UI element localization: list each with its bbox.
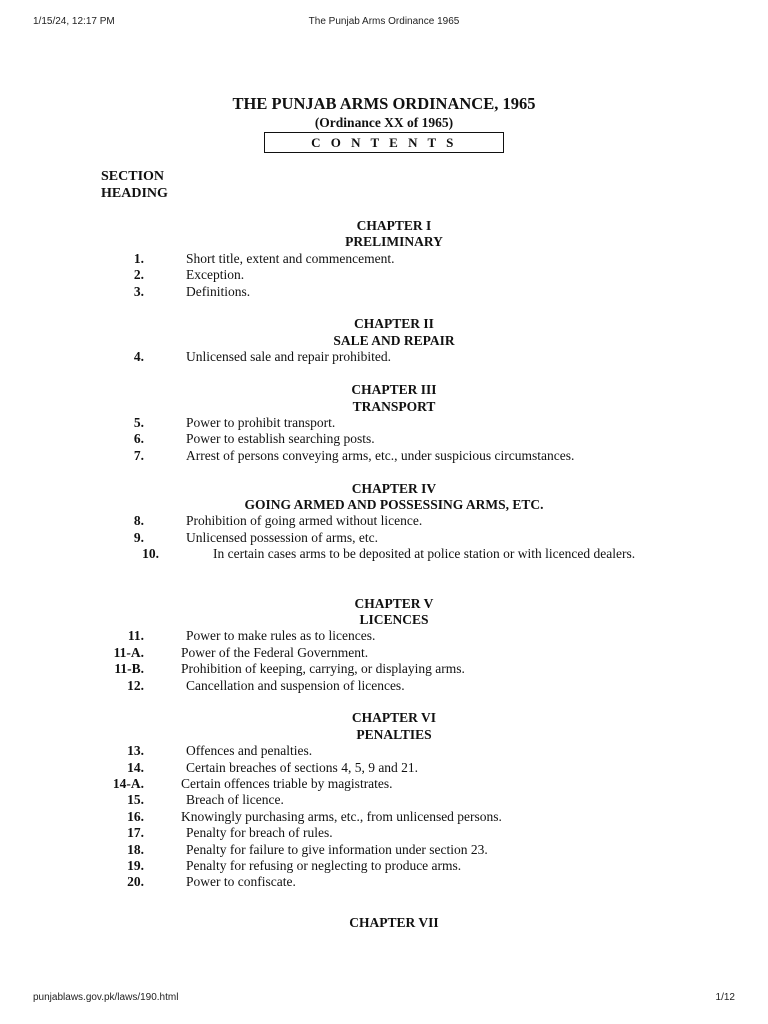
section-entry: [0, 251, 768, 267]
document-title: THE PUNJAB ARMS ORDINANCE, 1965: [232, 94, 536, 113]
section-heading: Short title, extent and commencement.: [186, 250, 395, 266]
section-entry: [0, 776, 768, 792]
section-number: 11-A.: [113, 644, 144, 660]
section-entry: [0, 448, 768, 464]
section-heading: Arrest of persons conveying arms, etc., under suspicious circumstances.: [186, 447, 575, 463]
section-heading: Unlicensed possession of arms, etc.: [186, 529, 378, 545]
section-number: 20.: [127, 874, 144, 890]
section-heading: Power of the Federal Government.: [181, 644, 369, 660]
print-page-title: The Punjab Arms Ordinance 1965: [308, 16, 460, 27]
section-number: 17.: [127, 825, 144, 841]
section-entry: [0, 628, 768, 644]
section-number: 15.: [127, 792, 144, 808]
section-heading: Power to confiscate.: [186, 874, 296, 890]
section-entry: [0, 792, 768, 808]
section-number: 16.: [127, 808, 144, 824]
chapter-title: CHAPTER VII: [349, 914, 439, 930]
section-number: 4.: [133, 349, 144, 365]
section-number: 10.: [142, 546, 159, 562]
section-number: 14-A.: [112, 776, 144, 792]
section-heading: Penalty for failure to give information under section 23.: [186, 841, 488, 857]
table-of-contents: [0, 218, 768, 931]
chapter-title: CHAPTER V: [354, 595, 434, 611]
section-heading: Prohibition of going armed without licence.: [186, 513, 423, 529]
chapter-name: PRELIMINARY: [345, 234, 443, 250]
section-number: 9.: [133, 529, 144, 545]
chapter-name: SALE AND REPAIR: [333, 332, 455, 348]
section-entry: [0, 842, 768, 858]
chapter-title: CHAPTER I: [356, 218, 432, 233]
section-entry: [0, 858, 768, 874]
section-entry: [0, 809, 768, 825]
section-entry: [0, 513, 768, 529]
print-url: punjablaws.gov.pk/laws/190.html: [33, 992, 179, 1003]
chapter-block: [0, 382, 768, 464]
section-entry: [0, 825, 768, 841]
section-heading: Power to prohibit transport.: [186, 415, 336, 430]
chapter-block: [0, 316, 768, 365]
chapter-block: [0, 481, 768, 579]
chapter-title: CHAPTER II: [354, 316, 434, 332]
chapter-name: PENALTIES: [356, 726, 432, 742]
section-heading: Unlicensed sale and repair prohibited.: [186, 349, 392, 365]
section-heading: Definitions.: [186, 283, 251, 299]
section-entry: [0, 546, 768, 579]
section-number: 19.: [127, 857, 144, 873]
chapter-name: LICENCES: [359, 611, 429, 627]
section-heading: Certain breaches of sections 4, 5, 9 and 21.: [186, 759, 419, 775]
section-heading: Offences and penalties.: [186, 743, 313, 759]
print-page-number: 1/12: [715, 992, 735, 1003]
section-number: 1.: [133, 250, 144, 266]
section-number: 7.: [133, 447, 144, 463]
section-entry: [0, 760, 768, 776]
chapter-name: GOING ARMED AND POSSESSING ARMS, ETC.: [244, 497, 544, 513]
chapter-title: CHAPTER IV: [351, 480, 437, 496]
section-heading: Prohibition of keeping, carrying, or displaying arms.: [181, 661, 465, 677]
column-label-section: SECTION: [101, 169, 165, 184]
section-heading: Certain offences triable by magistrates.: [181, 776, 393, 792]
section-number: 5.: [133, 415, 144, 430]
section-number: 12.: [127, 677, 144, 693]
section-number: 6.: [133, 431, 144, 447]
section-entry: [0, 284, 768, 300]
section-heading: Exception.: [186, 267, 245, 283]
section-entry: [0, 645, 768, 661]
print-header: [0, 16, 768, 30]
section-entry: [0, 349, 768, 365]
section-number: 14.: [127, 759, 144, 775]
chapter-title: CHAPTER VI: [351, 710, 437, 726]
chapter-block: [0, 915, 768, 931]
section-heading: In certain cases arms to be deposited at police station or with licenced dealers.: [213, 546, 636, 562]
contents-heading-box: C O N T E N T S: [264, 132, 504, 153]
section-heading: Breach of licence.: [186, 792, 284, 808]
section-heading: Power to make rules as to licences.: [186, 628, 376, 644]
section-number: 8.: [133, 513, 144, 529]
section-heading: Penalty for breach of rules.: [186, 825, 333, 841]
section-number: 11-B.: [114, 661, 144, 677]
section-heading: Penalty for refusing or neglecting to produce arms.: [186, 857, 462, 873]
chapter-block: [0, 596, 768, 694]
chapter-block: [0, 710, 768, 890]
section-entry: [0, 431, 768, 447]
print-datetime: 1/15/24, 12:17 PM: [33, 16, 115, 27]
column-label-heading: HEADING: [101, 186, 168, 201]
section-entry: [0, 530, 768, 546]
chapter-name: TRANSPORT: [352, 398, 436, 414]
section-number: 3.: [133, 283, 144, 299]
section-heading: Knowingly purchasing arms, etc., from unlicensed persons.: [181, 808, 502, 824]
section-entry: [0, 743, 768, 759]
section-entry: [0, 874, 768, 890]
section-number: 11.: [127, 628, 144, 644]
section-entry: [0, 267, 768, 283]
chapter-title: CHAPTER III: [351, 382, 437, 398]
chapter-block: [0, 218, 768, 300]
document-subtitle: (Ordinance XX of 1965): [314, 115, 454, 130]
section-entry: [0, 678, 768, 694]
section-heading: Power to establish searching posts.: [186, 431, 375, 447]
section-entry: [0, 415, 768, 431]
section-number: 13.: [127, 743, 144, 759]
section-entry: [0, 661, 768, 677]
print-footer: [0, 992, 768, 1006]
section-number: 18.: [127, 841, 144, 857]
section-number: 2.: [133, 267, 144, 283]
section-heading: Cancellation and suspension of licences.: [186, 677, 405, 693]
